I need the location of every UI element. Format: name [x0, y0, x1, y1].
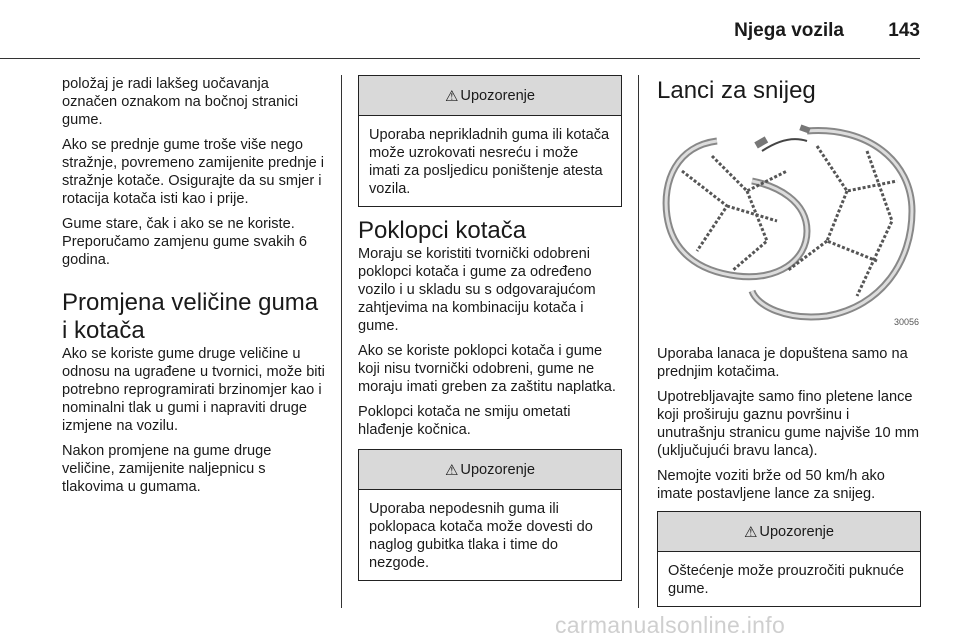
figure-code: 30056	[893, 317, 919, 327]
warning-text: Uporaba nepodesnih guma ili poklopaca kotača može dovesti do naglog gubitka tlaka i time do nezgode.	[369, 501, 593, 571]
warning-body	[658, 552, 920, 606]
column-3	[657, 75, 921, 607]
paragraph: Uporaba lanaca je dopuštena samo na prednjim kotačima.	[657, 346, 908, 380]
warning-box	[358, 75, 622, 207]
warning-header	[359, 76, 621, 116]
paragraph: Moraju se koristiti tvornički odobreni poklopci kotača i gume za određeno vozilo i u skladu su s odgovarajućom zahtjevima na kombinaciju kotača i gume.	[358, 246, 596, 334]
warning-title: Upozorenje	[460, 87, 536, 104]
column-divider-left	[341, 75, 342, 608]
paragraph: Nemojte voziti brže od 50 km/h ako imate postavljene lance za snijeg.	[657, 468, 885, 502]
warning-header	[658, 512, 920, 552]
warning-body	[359, 490, 621, 580]
paragraph: Ako se prednje gume troše više nego stražnje, povremeno zamijenite prednje i stražnje kotače. Osigurajte da su smjer i rotacija kotača isti kao i prije.	[62, 137, 325, 207]
watermark: carmanualsonline.info	[555, 612, 786, 638]
paragraph: Upotrebljavajte samo fino pletene lance koji proširuju gaznu površinu i unutrašnju stranicu gume najviše 10 mm (uključujući bravu lanca).	[657, 389, 920, 459]
section-title: Njega vozila	[734, 20, 844, 41]
paragraph: Ako se koriste gume druge veličine u odnosu na ugrađene u tvornici, može biti potrebno reprogramirati brzinomjer kao i nominalni tlak u gumi i napraviti druge izmjene na vozilu.	[62, 346, 325, 434]
warning-box	[657, 511, 921, 607]
warning-triangle-icon: ⚠	[743, 523, 758, 541]
snow-chains-illustration	[657, 111, 921, 331]
warning-header	[359, 450, 621, 490]
paragraph: Ako se koriste poklopci kotača i gume koji nisu tvornički odobreni, gume ne moraju imati greben za zaštitu naplatka.	[358, 343, 616, 395]
warning-title: Upozorenje	[460, 461, 536, 478]
heading-wheel-covers: Poklopci kotača	[358, 217, 527, 244]
paragraph: položaj je radi lakšeg uočavanja označen oznakom na bočnoj stranici gume.	[62, 76, 299, 128]
paragraph: Nakon promjene na gume druge veličine, zamijenite naljepnicu s tlakovima u gumama.	[62, 443, 272, 495]
header-rule	[0, 58, 920, 59]
warning-title: Upozorenje	[759, 523, 835, 540]
heading-tire-size-change: Promjena veličine guma i kotača	[62, 289, 319, 344]
warning-triangle-icon: ⚠	[444, 87, 459, 105]
paragraph: Poklopci kotača ne smiju ometati hlađenje kočnica.	[358, 404, 571, 438]
heading-snow-chains: Lanci za snijeg	[657, 77, 816, 104]
warning-text: Uporaba neprikladnih guma ili kotača može uzrokovati nesreću i može imati za posljedicu poništenje atesta vozila.	[369, 127, 610, 197]
page-header	[0, 0, 960, 58]
column-2	[358, 75, 622, 581]
warning-body	[359, 116, 621, 206]
paragraph: Gume stare, čak i ako se ne koriste. Preporučamo zamjenu gume svakih 6 godina.	[62, 216, 307, 268]
column-1	[62, 75, 326, 503]
column-divider-right	[638, 75, 639, 608]
warning-box	[358, 449, 622, 581]
warning-text: Oštećenje može prouzročiti puknuće gume.	[668, 563, 905, 597]
page-number: 143	[888, 20, 920, 41]
warning-triangle-icon: ⚠	[444, 461, 459, 479]
